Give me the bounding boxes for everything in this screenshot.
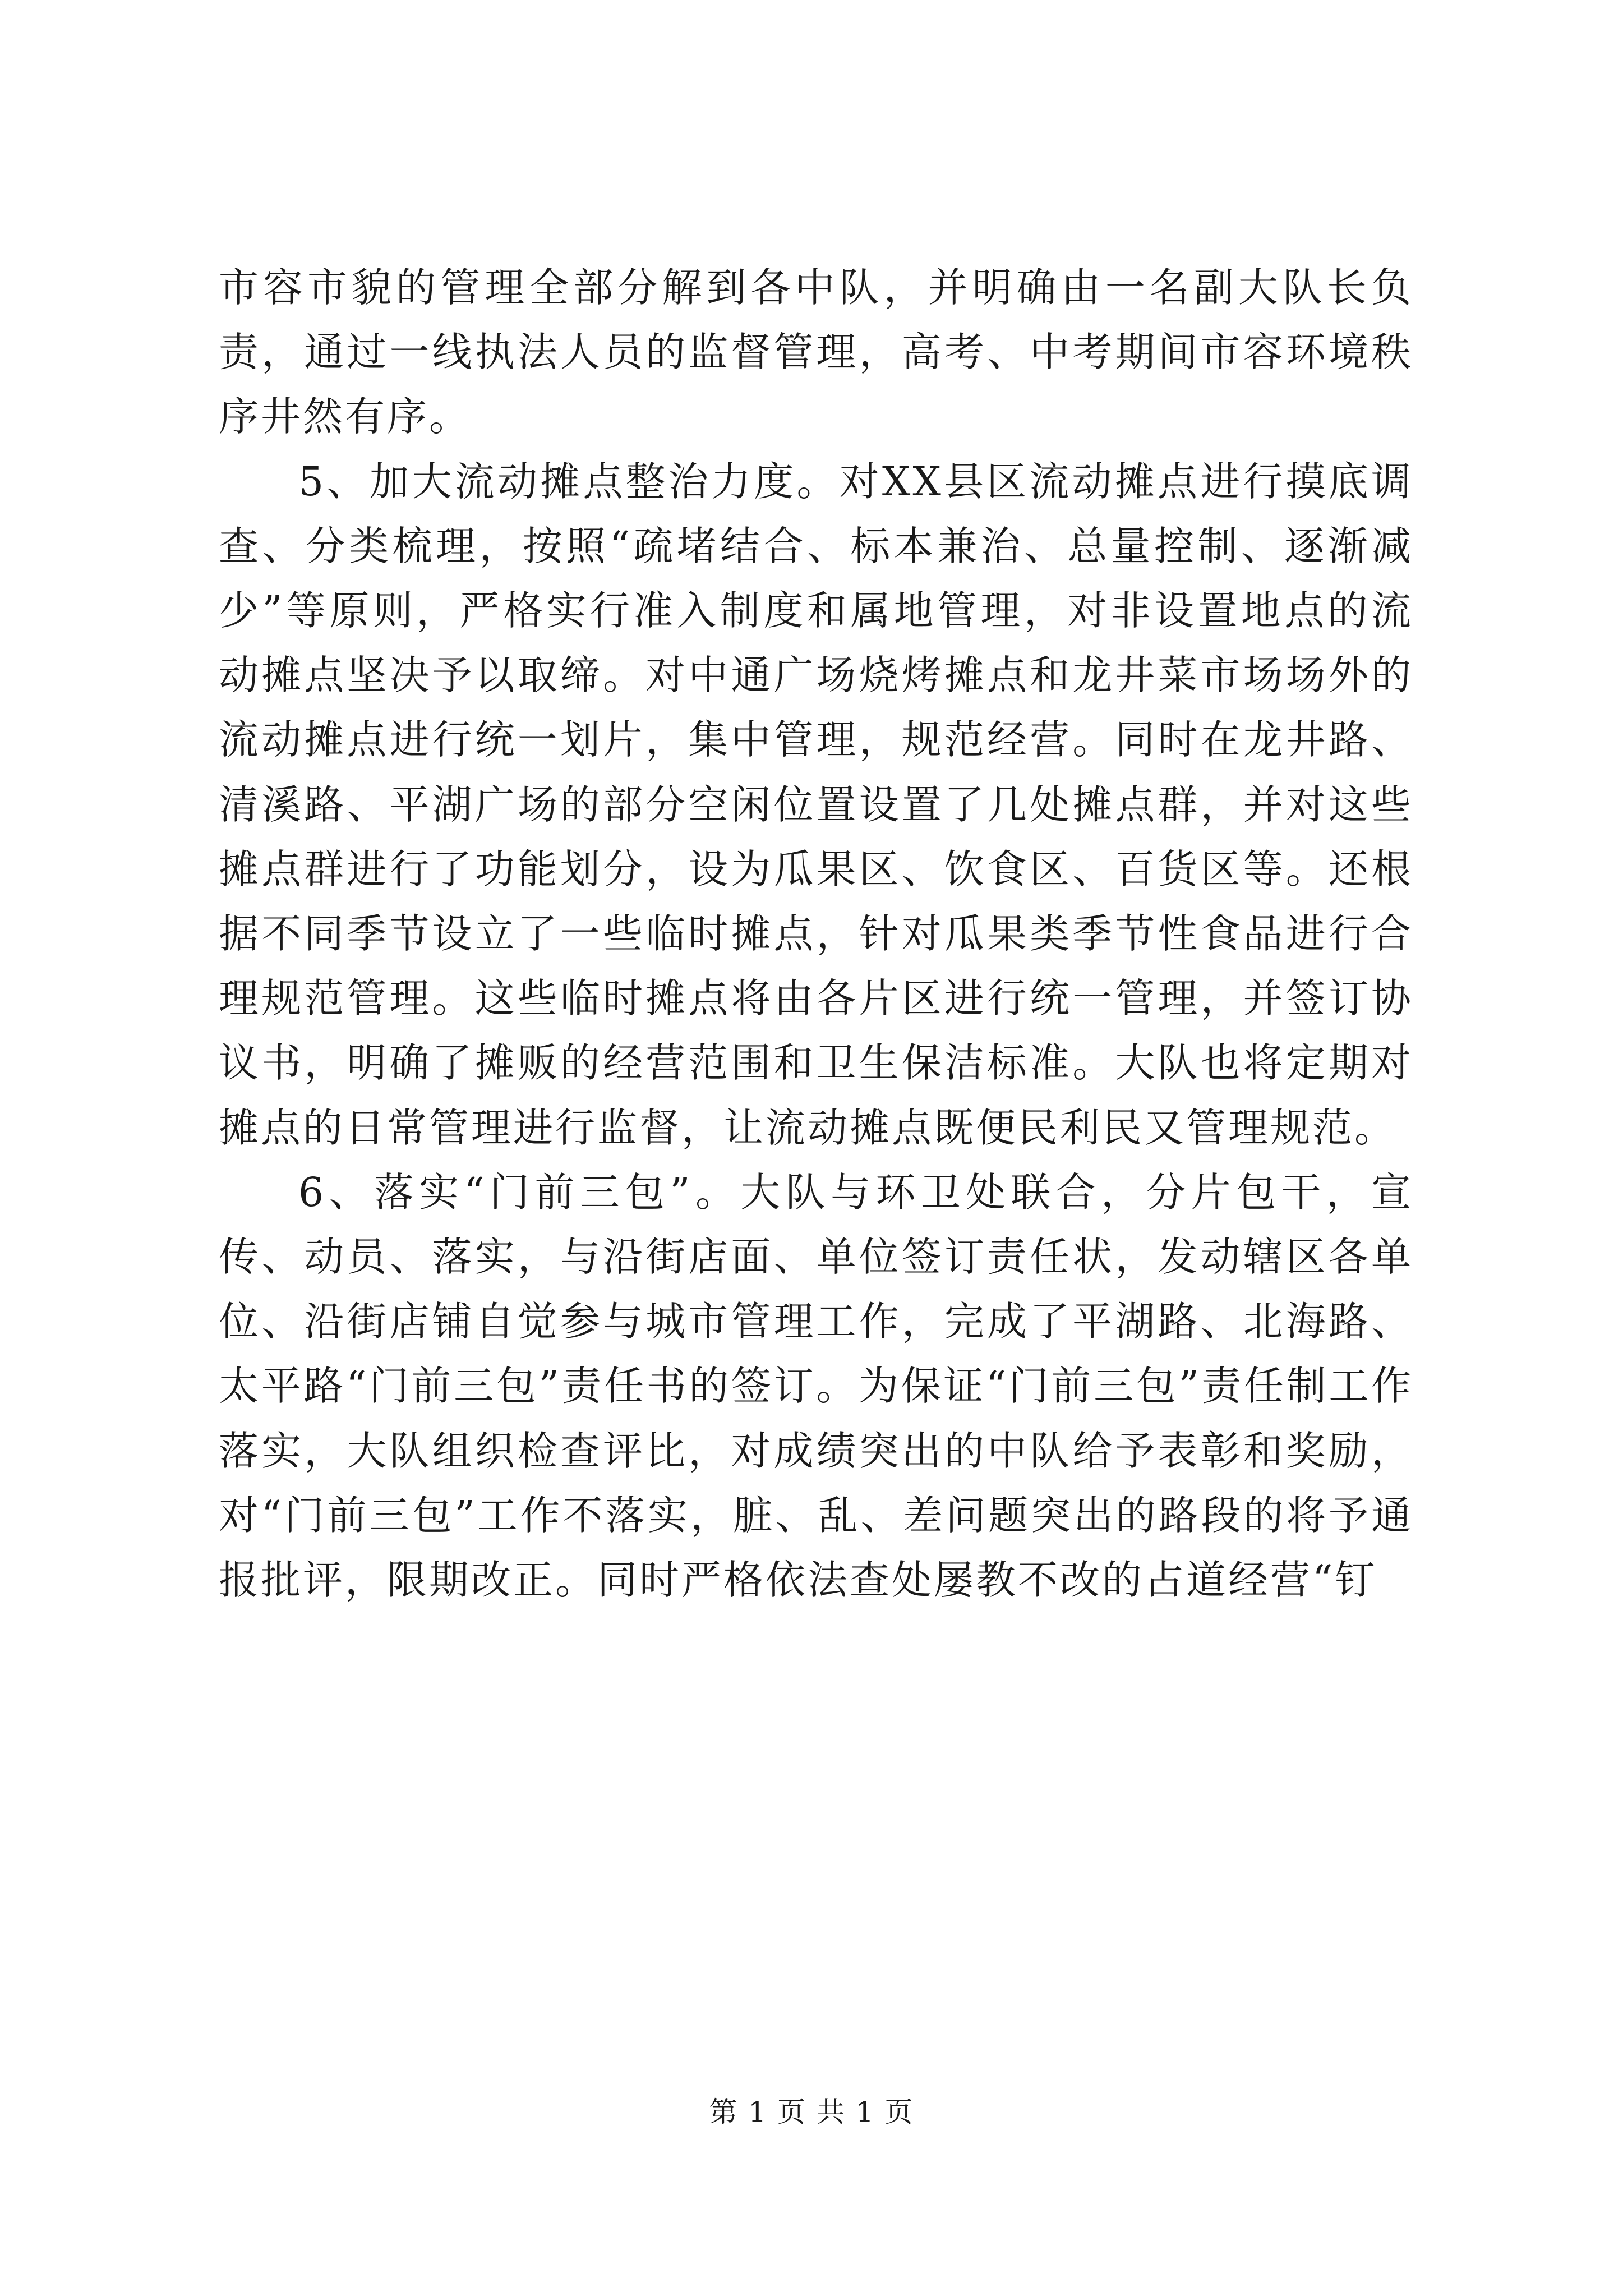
paragraph-continuation: 市容市貌的管理全部分解到各中队，并明确由一名副大队长负责，通过一线执法人员的监督管理，高考、中考期间市容环境秩序井然有序。 [219,264,1413,440]
paragraph-item-5: 5、加大流动摊点整治力度。对XX县区流动摊点进行摸底调查、分类梳理，按照“疏堵结合、标本兼治、总量控制、逐渐减少”等原则，严格实行准入制度和属地管理，对非设置地点的流动摊点坚决予以取缔。对中通广场烧烤摊点和龙井菜市场场外的流动摊点进行统一划片，集中管理，规范经营。同时在龙井路、清溪路、平湖广场的部分空闲位置设置了几处摊点群，并对这些摊点群进行了功能划分，设为瓜果区、饮食区、百货区等。还根据不同季节设立了一些临时摊点，针对瓜果类季节性食品进行合理规范管理。这些临时摊点将由各片区进行统一管理，并签订协议书，明确了摊贩的经营范围和卫生保洁标准。大队也将定期对摊点的日常管理进行监督，让流动摊点既便民利民又管理规范。 [219,458,1413,1151]
paragraph-item-6: 6、落实“门前三包”。大队与环卫处联合，分片包干，宣传、动员、落实，与沿街店面、单位签订责任状，发动辖区各单位、沿街店铺自觉参与城市管理工作，完成了平湖路、北海路、太平路“门前三包”责任书的签订。为保证“门前三包”责任制工作落实，大队组织检查评比，对成绩突出的中队给予表彰和奖励，对“门前三包”工作不落实，脏、乱、差问题突出的路段的将予通报批评，限期改正。同时严格依法查处屡教不改的占道经营“钉 [219,1168,1413,1604]
document-body [219,255,1413,1612]
page-number-footer: 第 1 页 共 1 页 [709,2096,914,2128]
